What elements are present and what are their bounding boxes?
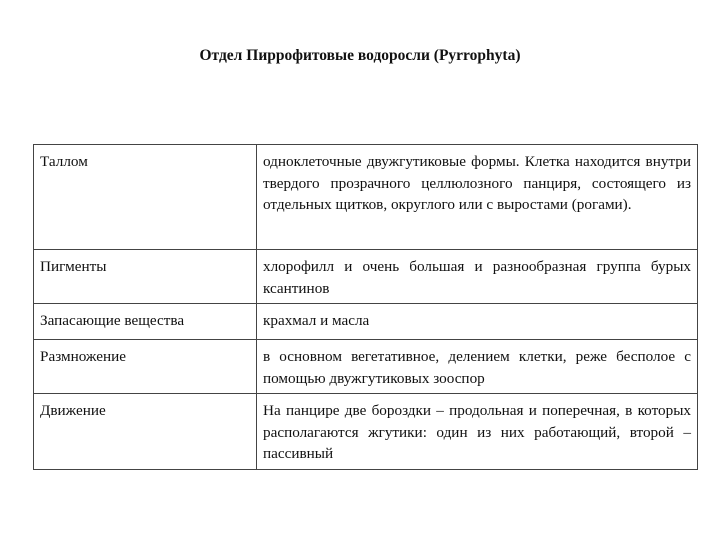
page-title: Отдел Пиррофитовые водоросли (Pyrrophyta): [199, 47, 521, 64]
row-value-movement: На панцире две бороздки – продольная и поперечная, в которых располагаются жгутики: один из них работающий, второй – пассивный: [257, 394, 698, 470]
row-value-pigments: хлорофилл и очень большая и разнообразная группа бурых ксантинов: [257, 250, 698, 304]
row-value-reproduction: в основном вегетативное, делением клетки, реже бесполое с помощью двужгутиковых зооспор: [257, 340, 698, 394]
characteristics-table: [33, 144, 698, 470]
row-label-thallus: Таллом: [34, 145, 257, 250]
row-value-thallus: одноклеточные двужгутиковые формы. Клетка находится внутри твердого прозрачного целлюлозного панциря, состоящего из отдельных щитков, округлого или с выростами (рогами).: [257, 145, 698, 250]
row-label-pigments: Пигменты: [34, 250, 257, 304]
row-label-movement: Движение: [34, 394, 257, 470]
row-label-storage: Запасающие вещества: [34, 304, 257, 340]
table-row: [34, 394, 698, 470]
table-row: [34, 304, 698, 340]
table-row: [34, 250, 698, 304]
row-label-reproduction: Размножение: [34, 340, 257, 394]
row-value-storage: крахмал и масла: [257, 304, 698, 340]
table-row: [34, 145, 698, 250]
table-row: [34, 340, 698, 394]
